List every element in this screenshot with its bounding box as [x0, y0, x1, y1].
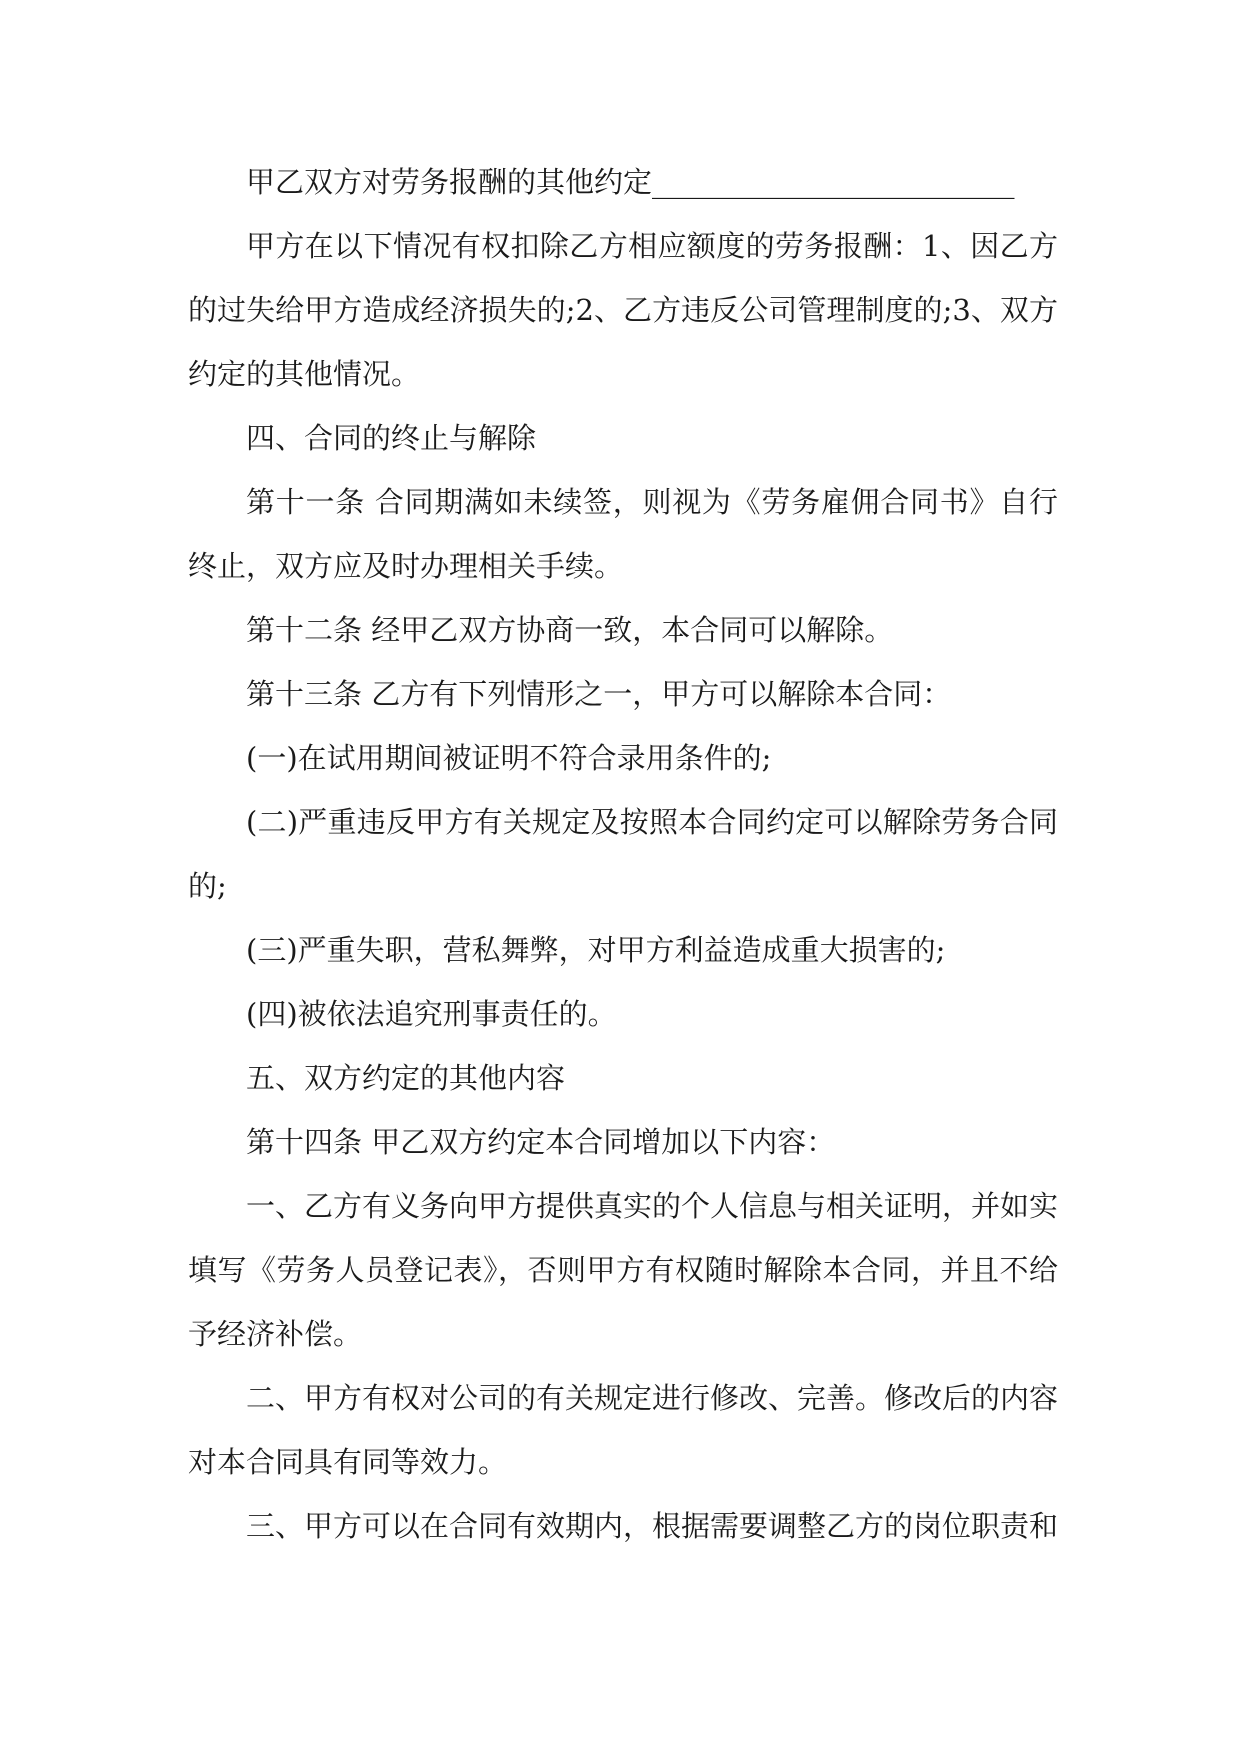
- paragraph-remuneration-other: 甲乙双方对劳务报酬的其他约定_________________________: [246, 165, 1015, 199]
- article-14-item-2: 二、甲方有权对公司的有关规定进行修改、完善。修改后的内容对本合同具有同等效力。: [188, 1381, 1059, 1479]
- article-13-item-1: (一)在试用期间被证明不符合录用条件的;: [246, 741, 772, 775]
- article-14-item-3: 三、甲方可以在合同有效期内，根据需要调整乙方的岗位职责和: [246, 1509, 1059, 1543]
- paragraph-deduction-conditions: 甲方在以下情况有权扣除乙方相应额度的劳务报酬：1、因乙方的过失给甲方造成经济损失的;2、乙方违反公司管理制度的;3、双方约定的其他情况。: [188, 229, 1058, 391]
- article-13-item-2: (二)严重违反甲方有关规定及按照本合同约定可以解除劳务合同的;: [188, 805, 1058, 903]
- section-heading-other-content: 五、双方约定的其他内容: [246, 1061, 566, 1095]
- article-11: 第十一条 合同期满如未续签，则视为《劳务雇佣合同书》自行终止，双方应及时办理相关手续。: [188, 485, 1058, 583]
- article-13: 第十三条 乙方有下列情形之一，甲方可以解除本合同：: [246, 677, 952, 711]
- article-14-item-1: 一、乙方有义务向甲方提供真实的个人信息与相关证明，并如实填写《劳务人员登记表》，否则甲方有权随时解除本合同，并且不给予经济补偿。: [188, 1189, 1059, 1351]
- article-13-item-3: (三)严重失职，营私舞弊，对甲方利益造成重大损害的;: [246, 933, 946, 967]
- article-12: 第十二条 经甲乙双方协商一致，本合同可以解除。: [246, 613, 894, 647]
- article-13-item-4: (四)被依法追究刑事责任的。: [246, 997, 617, 1031]
- document-body: [188, 150, 1058, 1558]
- article-14: 第十四条 甲乙双方约定本合同增加以下内容：: [246, 1125, 836, 1159]
- section-heading-termination: 四、合同的终止与解除: [246, 421, 537, 455]
